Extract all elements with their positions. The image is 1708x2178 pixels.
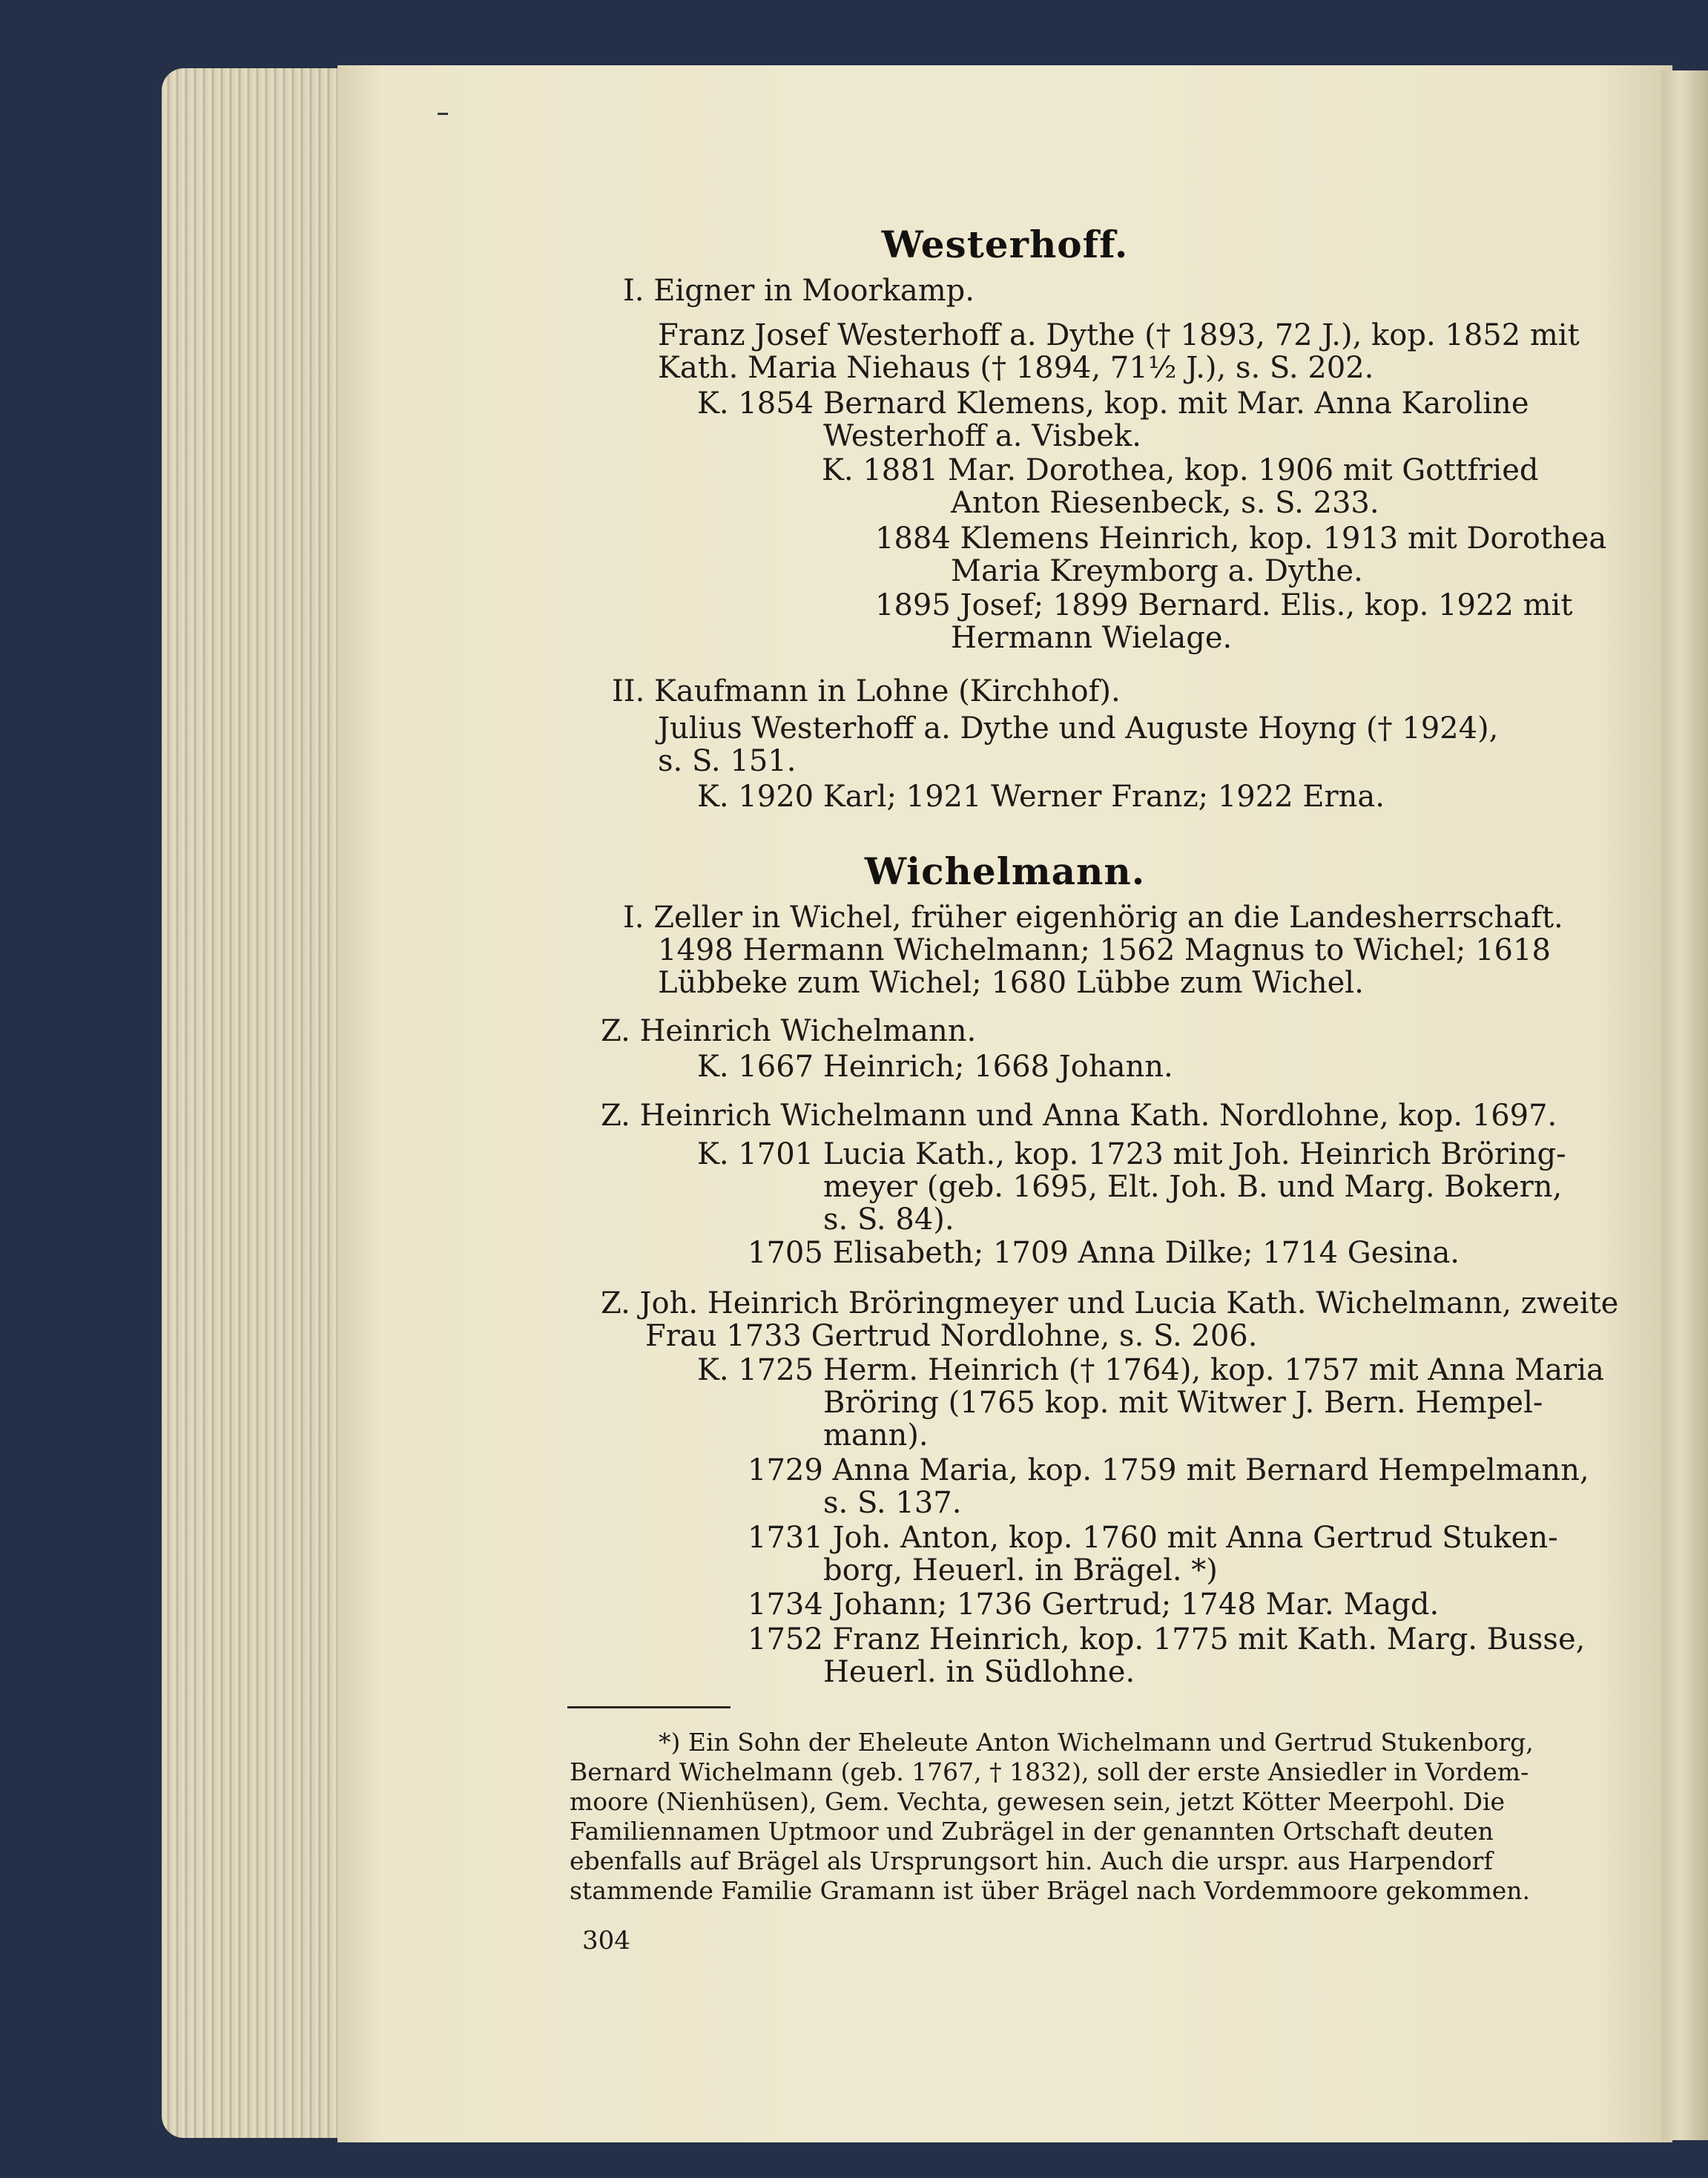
text-line: Z. Joh. Heinrich Bröringmeyer und Lucia Kath. Wichelmann, zweite: [601, 1286, 1619, 1320]
footnote-line: stammende Familie Gramann ist über Brägel nach Vordemmoore gekommen.: [570, 1876, 1531, 1905]
text-line: Bröring (1765 kop. mit Witwer J. Bern. Hempel-: [823, 1386, 1543, 1420]
text-line: 1734 Johann; 1736 Gertrud; 1748 Mar. Magd.: [748, 1588, 1440, 1622]
text-line: s. S. 137.: [823, 1486, 962, 1520]
footnote-line: moore (Nienhüsen), Gem. Vechta, gewesen sein, jetzt Kötter Meerpohl. Die: [570, 1787, 1506, 1816]
text-line: meyer (geb. 1695, Elt. Joh. B. und Marg. Bokern,: [823, 1170, 1563, 1204]
text-line: Julius Westerhoff a. Dythe und Auguste Hoyng († 1924),: [658, 711, 1499, 746]
section-heading-wichelmann: Wichelmann.: [864, 849, 1146, 893]
text-line: Lübbeke zum Wichel; 1680 Lübbe zum Wichel.: [658, 966, 1364, 1000]
text-line: 1895 Josef; 1899 Bernard. Elis., kop. 1922 mit: [875, 588, 1573, 622]
text-line: mann).: [823, 1418, 929, 1452]
text-line: Kath. Maria Niehaus († 1894, 71½ J.), s. S. 202.: [658, 351, 1374, 385]
text-line: Heuerl. in Südlohne.: [823, 1655, 1135, 1689]
text-line: K. 1725 Herm. Heinrich († 1764), kop. 1757 mit Anna Maria: [697, 1353, 1604, 1387]
text-line: s. S. 151.: [658, 744, 797, 778]
text-line: Z. Heinrich Wichelmann.: [601, 1014, 977, 1048]
text-line: K. 1854 Bernard Klemens, kop. mit Mar. Anna Karoline: [697, 386, 1529, 421]
text-line: 1705 Elisabeth; 1709 Anna Dilke; 1714 Gesina.: [748, 1236, 1460, 1270]
footnote-line: Familiennamen Uptmoor und Zubrägel in der genannten Ortschaft deuten: [570, 1817, 1494, 1846]
text-line: Z. Heinrich Wichelmann und Anna Kath. Nordlohne, kop. 1697.: [601, 1099, 1557, 1133]
text-line: Frau 1733 Gertrud Nordlohne, s. S. 206.: [645, 1319, 1258, 1353]
text-line: Maria Kreymborg a. Dythe.: [951, 554, 1363, 588]
text-line: K. 1701 Lucia Kath., kop. 1723 mit Joh. Heinrich Bröring-: [697, 1137, 1566, 1171]
text-line: I. Zeller in Wichel, früher eigenhörig an die Landesherrschaft.: [623, 901, 1563, 935]
footnote-line: *) Ein Sohn der Eheleute Anton Wichelmann und Gertrud Stukenborg,: [659, 1728, 1534, 1757]
text-line: 1729 Anna Maria, kop. 1759 mit Bernard Hempelmann,: [748, 1453, 1589, 1487]
next-page-edge: [1661, 70, 1708, 2140]
text-line: s. S. 84).: [823, 1202, 954, 1237]
text-line: I. Eigner in Moorkamp.: [623, 274, 975, 308]
text-line: 1498 Hermann Wichelmann; 1562 Magnus to Wichel; 1618: [658, 933, 1551, 967]
text-line: K. 1881 Mar. Dorothea, kop. 1906 mit Gottfried: [822, 453, 1539, 487]
section-heading-westerhoff: Westerhoff.: [881, 223, 1129, 266]
text-line: II. Kaufmann in Lohne (Kirchhof).: [612, 674, 1121, 708]
footnote-line: Bernard Wichelmann (geb. 1767, † 1832), soll der erste Ansiedler in Vordem-: [570, 1757, 1529, 1786]
text-line: borg, Heuerl. in Brägel. *): [823, 1553, 1218, 1588]
text-line: K. 1920 Karl; 1921 Werner Franz; 1922 Erna.: [697, 780, 1385, 814]
book-page-stack: [162, 68, 347, 2138]
text-line: K. 1667 Heinrich; 1668 Johann.: [697, 1050, 1173, 1084]
footnote-line: ebenfalls auf Brägel als Ursprungsort hin. Auch die urspr. aus Harpendorf: [570, 1846, 1493, 1875]
text-line: 1731 Joh. Anton, kop. 1760 mit Anna Gertrud Stuken-: [748, 1521, 1558, 1555]
text-line: 1752 Franz Heinrich, kop. 1775 mit Kath. Marg. Busse,: [748, 1622, 1586, 1656]
print-mark: [438, 113, 448, 115]
footnote-divider: [567, 1706, 731, 1708]
page-number: 304: [582, 1926, 630, 1955]
text-line: 1884 Klemens Heinrich, kop. 1913 mit Dorothea: [875, 522, 1607, 556]
text-line: Hermann Wielage.: [951, 621, 1233, 655]
text-line: Franz Josef Westerhoff a. Dythe († 1893, 72 J.), kop. 1852 mit: [658, 318, 1580, 352]
text-line: Westerhoff a. Visbek.: [823, 419, 1141, 453]
text-line: Anton Riesenbeck, s. S. 233.: [951, 486, 1379, 520]
